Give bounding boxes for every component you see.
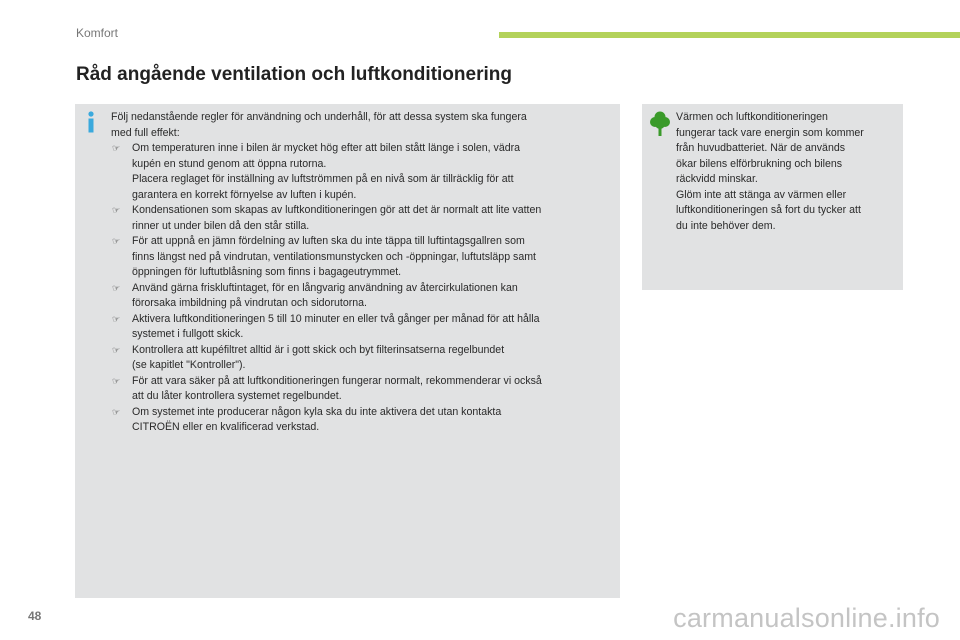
- tree-icon: [650, 111, 670, 137]
- list-item-line: systemet i fullgott skick.: [132, 328, 244, 340]
- list-item: [111, 234, 613, 281]
- page-title: Råd angående ventilation och luftkonditionering: [76, 64, 512, 85]
- list-item-line: öppningen för luftutblåsning som finns i bagageutrymmet.: [132, 266, 402, 278]
- pointing-hand-icon: ☞: [112, 344, 121, 355]
- eco-text-line: från huvudbatteriet. När de används: [676, 142, 846, 154]
- list-item-line: Om systemet inte producerar någon kyla ska du inte aktivera det utan kontakta: [132, 405, 502, 418]
- list-item: [111, 374, 613, 405]
- pointing-hand-icon: ☞: [112, 313, 121, 324]
- info-text: [111, 110, 613, 436]
- list-item: [111, 203, 613, 234]
- eco-text-line: ökar bilens elförbrukning och bilens: [676, 157, 843, 170]
- eco-box: [642, 104, 903, 290]
- info-list: [111, 141, 613, 436]
- pointing-hand-icon: ☞: [112, 143, 121, 153]
- list-item-line: Placera reglaget för inställning av luftströmmen på en nivå som är tillräcklig för att: [132, 173, 514, 185]
- list-item: [111, 343, 613, 374]
- list-item: [111, 405, 613, 436]
- pointing-hand-icon: ☞: [112, 205, 121, 215]
- list-item: [111, 312, 613, 343]
- pointing-hand-icon: ☞: [112, 406, 121, 417]
- list-item-line: För att vara säker på att luftkonditioneringen fungerar normalt, rekommenderar vi också: [132, 374, 542, 387]
- info-icon: [85, 111, 97, 133]
- list-item-line: förorsaka imbildning på vindrutan och sidorutorna.: [132, 297, 367, 309]
- info-intro-line: Följ nedanstående regler för användning och underhåll, för att dessa system ska fungera: [111, 111, 527, 123]
- info-intro-line: med full effekt:: [111, 126, 180, 139]
- list-item-line: Använd gärna friskluftintaget, för en långvarig användning av återcirkulationen kan: [132, 281, 518, 294]
- eco-text: [676, 110, 898, 234]
- info-box: [75, 104, 620, 598]
- list-item-line: kupén en stund genom att öppna rutorna.: [132, 157, 327, 170]
- eco-text-line: räckvidd minskar.: [676, 173, 758, 185]
- eco-text-line: Värmen och luftkonditioneringen: [676, 111, 828, 123]
- eco-text-line: luftkonditioneringen så fort du tycker att: [676, 204, 861, 216]
- list-item-line: finns längst ned på vindrutan, ventilationsmunstycken och -öppningar, luftutsläpp samt: [132, 250, 536, 263]
- list-item-line: Kondensationen som skapas av luftkonditioneringen gör att det är normalt att lite vatten: [132, 204, 542, 216]
- list-item-line: CITROËN eller en kvalificerad verkstad.: [132, 421, 320, 433]
- list-item-line: (se kapitlet "Kontroller").: [132, 359, 246, 371]
- list-item-line: Aktivera luftkonditioneringen 5 till 10 minuter en eller två gånger per månad för att hålla: [132, 312, 540, 325]
- pointing-hand-icon: ☞: [112, 282, 121, 293]
- list-item-line: rinner ut under bilen då den står stilla.: [132, 219, 310, 232]
- pointing-hand-icon: ☞: [112, 236, 121, 246]
- section-label: Komfort: [76, 26, 119, 40]
- info-intro: [111, 110, 613, 141]
- eco-text-line: Glöm inte att stänga av värmen eller: [676, 188, 847, 201]
- list-item-line: Om temperaturen inne i bilen är mycket hög efter att bilen stått länge i solen, vädra: [132, 142, 521, 154]
- eco-text-line: du inte behöver dem.: [676, 219, 776, 232]
- eco-text-line: fungerar tack vare energin som kommer: [676, 126, 864, 139]
- list-item: [111, 141, 613, 203]
- list-item-line: att du låter kontrollera systemet regelbundet.: [132, 390, 342, 402]
- page-number: 48: [28, 609, 42, 623]
- list-item-line: garantera en korrekt förnyelse av luften i kupén.: [132, 188, 357, 201]
- list-item: [111, 281, 613, 312]
- header-accent-bar: [499, 32, 960, 38]
- list-item-line: För att uppnå en jämn fördelning av luften ska du inte täppa till luftintagsgallren som: [132, 235, 525, 247]
- list-item-line: Kontrollera att kupéfiltret alltid är i gott skick och byt filterinsatserna regelbundet: [132, 343, 505, 356]
- watermark: carmanualsonline.info: [673, 603, 940, 633]
- pointing-hand-icon: ☞: [112, 375, 121, 386]
